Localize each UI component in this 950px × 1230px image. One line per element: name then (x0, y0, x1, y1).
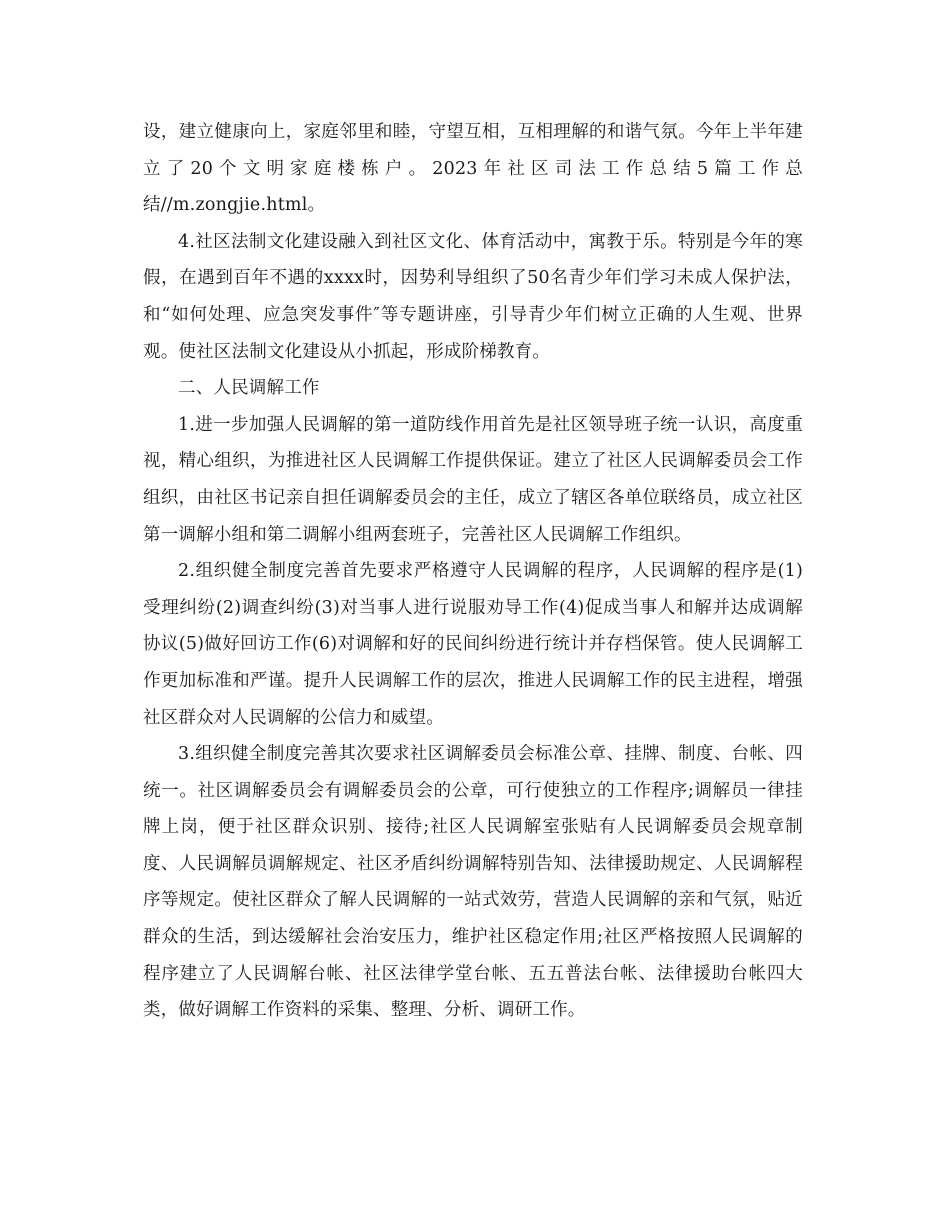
section-heading: 二、人民调解工作 (178, 378, 320, 399)
paragraph-continuation: 设，建立健康向上，家庭邻里和睦，守望互相，互相理解的和谐气氛。今年上半年建立了20个文明家庭楼栋户。2023年社区司法工作总结5篇工作总结//m.zongjie.html。 (143, 122, 803, 216)
paragraph-item-2: 2.组织健全制度完善首先要求严格遵守人民调解的程序，人民调解的程序是(1)受理纠纷(2)调查纠纷(3)对当事人进行说服劝导工作(4)促成当事人和解并达成调解协议(5)做好回访工作(6)对调解和好的民间纠纷进行统计并存档保管。使人民调解工作更加标准和严谨。提升人民调解工作的层次，推进人民调解工作的民主进程，增强社区群众对人民调解的公信力和威望。 (143, 561, 803, 728)
paragraph-item-1: 1.进一步加强人民调解的第一道防线作用首先是社区领导班子统一认识，高度重视，精心组织，为推进社区人民调解工作提供保证。建立了社区人民调解委员会工作组织，由社区书记亲自担任调解委员会的主任，成立了辖区各单位联络员，成立社区第一调解小组和第二调解小组两套班子，完善社区人民调解工作组织。 (143, 414, 803, 545)
paragraph-item-3: 3.组织健全制度完善其次要求社区调解委员会标准公章、挂牌、制度、台帐、四统一。社区调解委员会有调解委员会的公章，可行使独立的工作程序;调解员一律挂牌上岗，便于社区群众识别、接待;社区人民调解室张贴有人民调解委员会规章制度、人民调解员调解规定、社区矛盾纠纷调解特别告知、法律援助规定、人民调解程序等规定。使社区群众了解人民调解的一站式效劳，营造人民调解的亲和气氛，贴近群众的生活，到达缓解社会治安压力，维护社区稳定作用;社区严格按照人民调解的程序建立了人民调解台帐、社区法律学堂台帐、五五普法台帐、法律援助台帐四大类，做好调解工作资料的采集、整理、分析、调研工作。 (143, 744, 803, 1021)
paragraph-item-4: 4.社区法制文化建设融入到社区文化、体育活动中，寓教于乐。特别是今年的寒假，在遇到百年不遇的xxxx时，因势利导组织了50名青少年们学习未成人保护法，和“如何处理、应急突发事件″等专题讲座，引导青少年们树立正确的人生观、世界观。使社区法制文化建设从小抓起，形成阶梯教育。 (143, 231, 803, 362)
document-body (143, 114, 803, 1029)
